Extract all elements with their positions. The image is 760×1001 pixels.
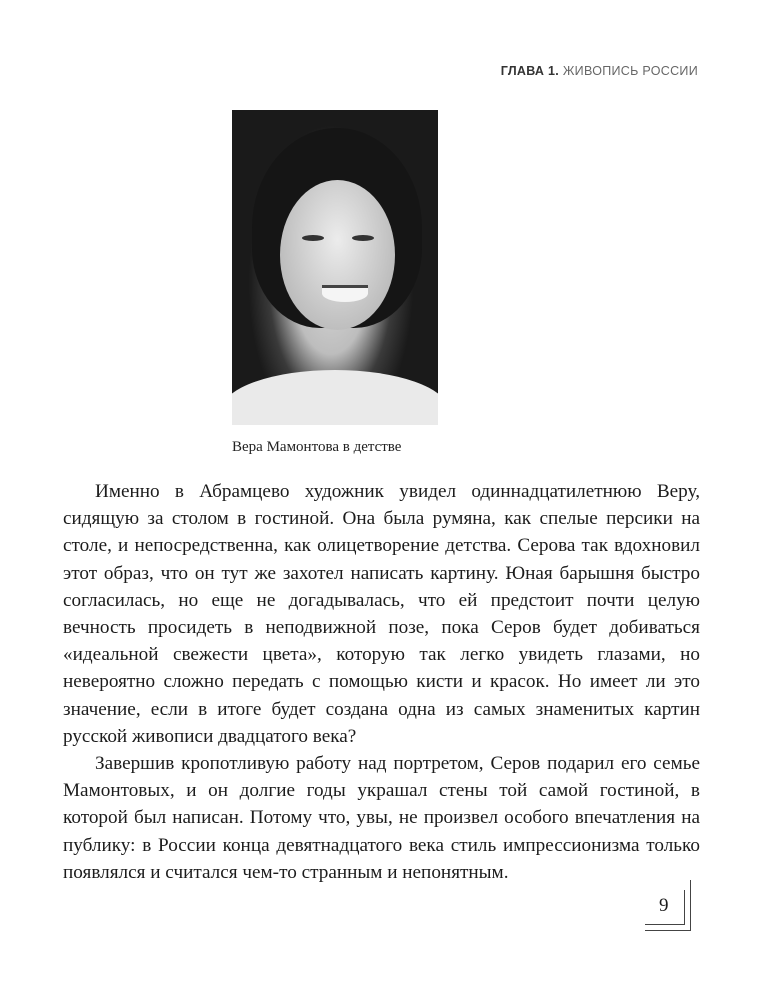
running-header bbox=[501, 64, 698, 78]
body-text bbox=[63, 478, 700, 886]
page-number-frame bbox=[645, 880, 691, 932]
page-number: 9 bbox=[659, 895, 669, 916]
portrait-photo bbox=[232, 110, 438, 425]
paragraph: Именно в Абрамцево художник увидел одиннадцатилетнюю Веру, сидящую за столом в гостиной. Она была румяна, как спелые персики на столе, и непосредственна, как олицетворение детства. Серова так вдохновил этот образ, что он тут же захотел написать картину. Юная барышня быстро согласилась, но еще не догадывалась, что ей предстоит почти целую вечность просидеть в неподвижной позе, пока Серов будет добиваться «идеальной свежести цвета», которую так легко увидеть глазами, но невероятно сложно передать с помощью кисти и красок. Но имеет ли это значение, если в итоге будет создана одна из самых знаменитых картин русской живописи двадцатого века? bbox=[63, 481, 700, 747]
paragraph: Завершив кропотливую работу над портретом, Серов подарил его семье Мамонтовых, и он долгие годы украшал стены той самой гостиной, в которой был написан. Потому что, увы, не произвел особого впечатления на публику: в России конца девятнадцатого века стиль импрессионизма только появлялся и считался чем-то странным и непонятным. bbox=[63, 753, 700, 883]
chapter-title: ЖИВОПИСЬ РОССИИ bbox=[562, 64, 698, 78]
photo-caption: Вера Мамонтова в детстве bbox=[232, 439, 402, 455]
chapter-label: ГЛАВА 1. bbox=[500, 64, 560, 78]
